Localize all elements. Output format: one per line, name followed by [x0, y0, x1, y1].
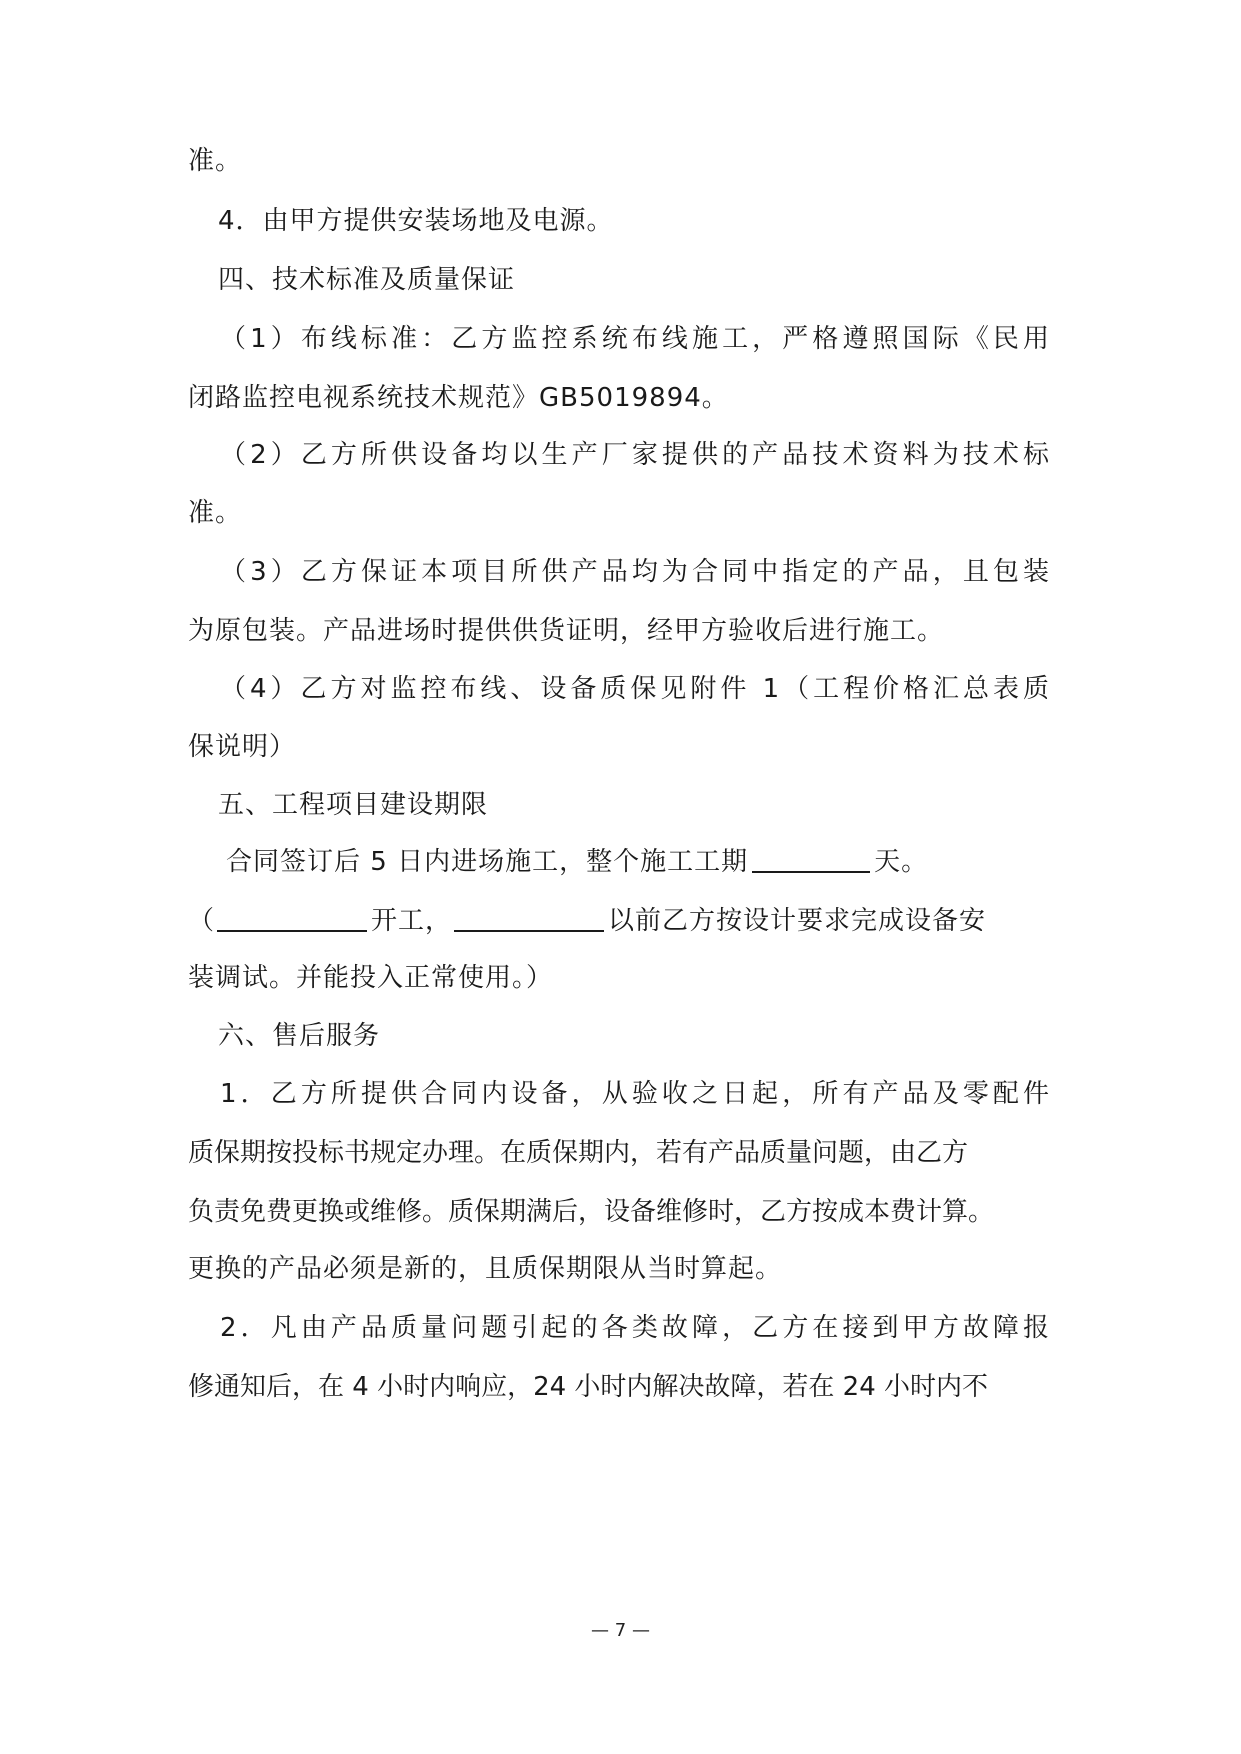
text-line: （2）乙方所供设备均以生产厂家提供的产品技术资料为技术标 [220, 440, 1050, 470]
text-segment: 天。 [874, 847, 929, 877]
text-line: 保说明） [188, 732, 297, 762]
fill-blank [752, 845, 870, 873]
text-line: 准。 [188, 146, 243, 176]
text-segment: 合同签订后 5 日内进场施工，整个施工工期 [226, 847, 749, 877]
fill-blank [454, 904, 604, 932]
text-segment: 开工， [371, 906, 453, 936]
text-line [188, 904, 1050, 938]
text-line: 修通知后，在 4 小时内响应，24 小时内解决故障，若在 24 小时内不 [188, 1372, 989, 1402]
text-line: 装调试。并能投入正常使用。） [188, 963, 554, 993]
text-line: 2．凡由产品质量问题引起的各类故障，乙方在接到甲方故障报 [220, 1313, 1050, 1343]
text-line: 为原包装。产品进场时提供供货证明，经甲方验收后进行施工。 [188, 616, 945, 646]
text-line: 准。 [188, 498, 243, 528]
text-line: （3）乙方保证本项目所供产品均为合同中指定的产品，且包装 [220, 557, 1050, 587]
text-line [226, 845, 1050, 879]
fill-blank [217, 904, 367, 932]
text-line: 闭路监控电视系统技术规范》GB5019894。 [188, 383, 729, 413]
text-line: （4）乙方对监控布线、设备质保见附件 1（工程价格汇总表质 [220, 674, 1050, 704]
section-heading: 五、工程项目建设期限 [218, 790, 489, 820]
text-line: （1）布线标准：乙方监控系统布线施工，严格遵照国际《民用 [220, 324, 1050, 354]
text-segment: 以前乙方按设计要求完成设备安 [608, 906, 987, 936]
page-number: — 7 — [591, 1620, 650, 1641]
text-line: 更换的产品必须是新的，且质保期限从当时算起。 [188, 1254, 783, 1284]
section-heading: 四、技术标准及质量保证 [218, 265, 516, 295]
text-line: 负责免费更换或维修。质保期满后，设备维修时，乙方按成本费计算。 [188, 1197, 995, 1227]
text-line: 1．乙方所提供合同内设备，从验收之日起，所有产品及零配件 [220, 1079, 1050, 1109]
section-heading: 六、售后服务 [218, 1021, 381, 1051]
text-line: 4．由甲方提供安装场地及电源。 [218, 206, 614, 236]
text-segment: （ [188, 906, 216, 936]
text-line: 质保期按投标书规定办理。在质保期内，若有产品质量问题，由乙方 [188, 1138, 969, 1168]
